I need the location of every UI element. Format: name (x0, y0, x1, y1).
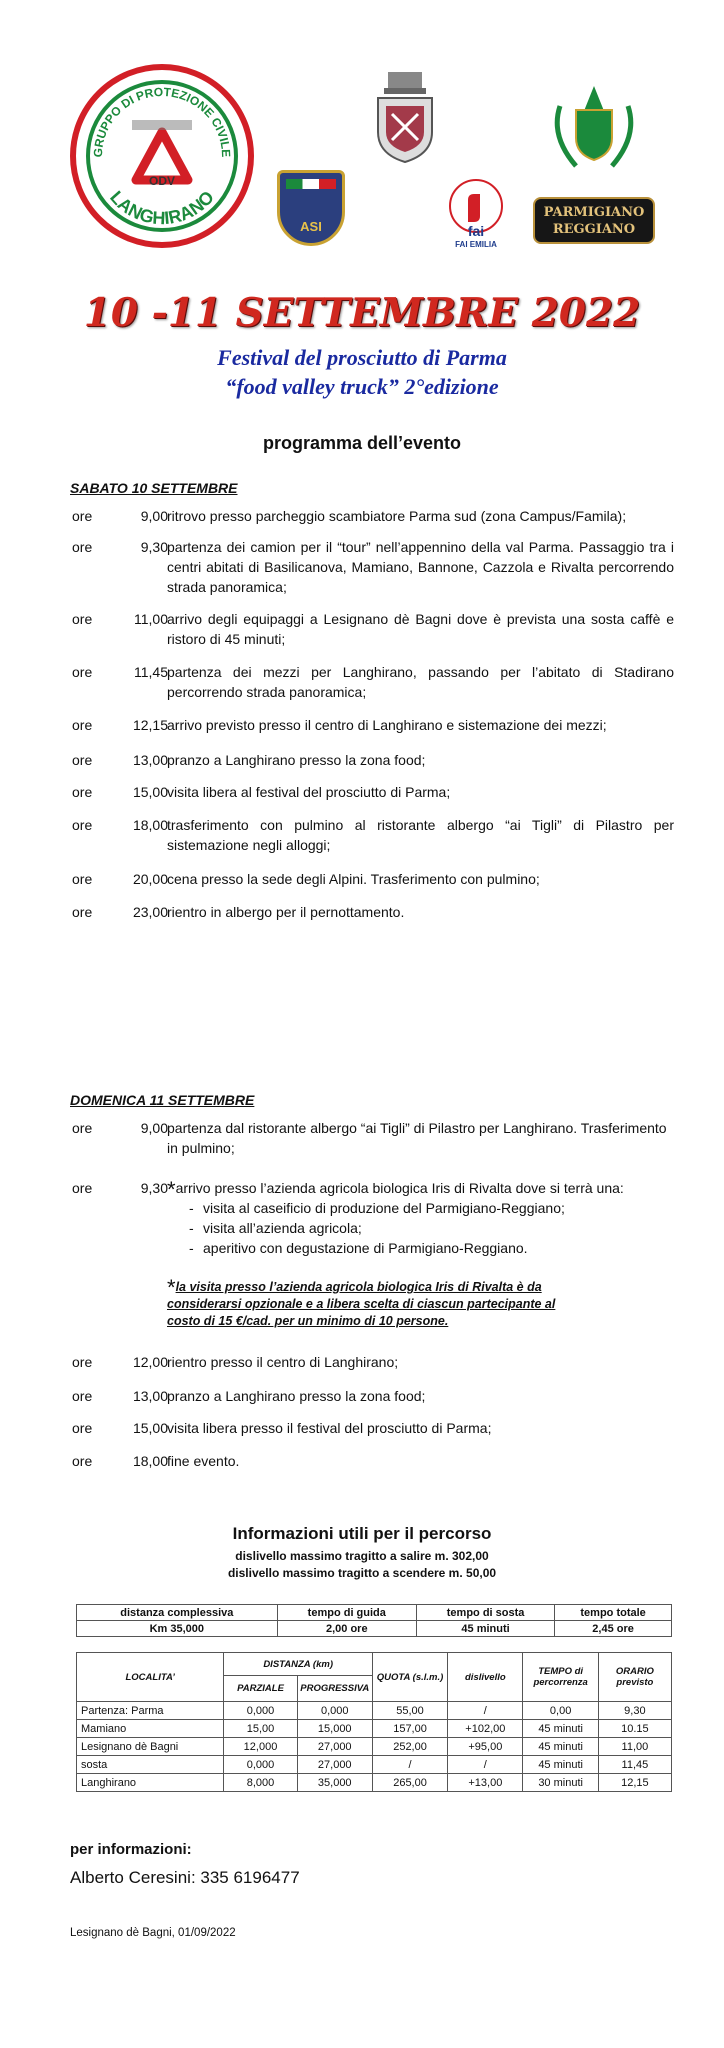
description-text: arrivo presso l’azienda agricola biologica Iris di Rivalta dove si terrà una: (175, 1180, 624, 1196)
cell-localita: Langhirano (77, 1774, 224, 1792)
ore-label: ore (72, 539, 93, 555)
time: 20,00 (132, 871, 168, 887)
time: 9,30 (140, 539, 168, 555)
description: partenza dal ristorante albergo “ai Tigli” di Pilastro per Langhirano. Trasferimento in pulmino; (167, 1120, 667, 1156)
description: rientro presso il centro di Langhirano; (167, 1354, 399, 1370)
time: 9,00 (140, 508, 168, 524)
description: partenza dei camion per il “tour” nell’appennino della val Parma. Passaggio tra i centri abitati di Basilicanova, Mamiano, Bannone, Cazzola e Rivalta percorrendo strada panoramica; (167, 539, 674, 595)
table-row (77, 1774, 672, 1792)
laurel-seal-icon (546, 66, 642, 178)
parmigiano-line2: REGGIANO (552, 222, 636, 237)
ore-label: ore (72, 752, 93, 768)
cell-dislivello: +13,00 (448, 1774, 523, 1792)
description: pranzo a Langhirano presso la zona food; (167, 752, 426, 768)
time: 11,00 (134, 611, 168, 627)
cell-tempo: 45 minuti (523, 1720, 598, 1738)
cell-orario: 9,30 (598, 1702, 671, 1720)
description: cena presso la sede degli Alpini. Trasferimento con pulmino; (167, 871, 540, 887)
sunday-title: DOMENICA 11 SETTEMBRE (70, 1092, 255, 1108)
ore-label: ore (72, 1453, 93, 1469)
ore-label: ore (72, 717, 93, 733)
header-progressiva: PROGRESSIVA (297, 1676, 372, 1702)
ore-label: ore (72, 1354, 93, 1370)
description: visita libera al festival del prosciutto di Parma; (167, 784, 451, 800)
time: 23,00 (132, 904, 168, 920)
ore-label: ore (72, 508, 93, 524)
subtitle-festival: Festival del prosciutto di Parma (217, 345, 507, 370)
table-row (77, 1738, 672, 1756)
ore-label: ore (72, 904, 93, 920)
contact-label: per informazioni: (70, 1841, 192, 1858)
table-header: tempo di guida (277, 1605, 416, 1621)
description: trasferimento con pulmino al ristorante albergo “ai Tigli” di Pilastro per sistemazione negli alloggi; (167, 817, 674, 853)
activity-list (167, 1198, 674, 1258)
description: partenza dei mezzi per Langhirano, passando per l’abitato di Stadirano percorrendo strada panoramica; (167, 664, 674, 700)
cell-dislivello: / (448, 1756, 523, 1774)
table-header: tempo totale (555, 1605, 672, 1621)
header-distanza: DISTANZA (km) (224, 1653, 372, 1676)
cell-dislivello: +102,00 (448, 1720, 523, 1738)
cell-localita: Mamiano (77, 1720, 224, 1738)
time: 18,00 (132, 1453, 168, 1469)
header-localita: LOCALITA’ (77, 1653, 224, 1702)
cell-quota: 157,00 (372, 1720, 447, 1738)
time: 11,45 (134, 664, 168, 680)
fai-label: FAI EMILIA (455, 240, 497, 249)
time: 18,00 (132, 817, 168, 833)
time: 9,30 (140, 1180, 168, 1196)
svg-text:fai: fai (467, 223, 485, 239)
date-title: 10 -11 SETTEMBRE 2022 (83, 290, 641, 336)
description: arrivo previsto presso il centro di Langhirano e sistemazione dei mezzi; (167, 717, 607, 733)
table-row (77, 1756, 672, 1774)
cell-orario: 12,15 (598, 1774, 671, 1792)
contact-value: Alberto Ceresini: 335 6196477 (70, 1868, 300, 1887)
table-cell: 2,45 ore (555, 1621, 672, 1637)
description: fine evento. (167, 1453, 240, 1469)
cell-orario: 10.15 (598, 1720, 671, 1738)
subtitle-edition: “food valley truck” 2°edizione (225, 374, 499, 399)
cell-tempo: 45 minuti (523, 1738, 598, 1756)
ore-label: ore (72, 1420, 93, 1436)
protezione-civile-logo (70, 64, 254, 248)
table-row (77, 1702, 672, 1720)
description: pranzo a Langhirano presso la zona food; (167, 1388, 426, 1404)
protezione-civile-emblem-icon (76, 70, 248, 242)
optional-visit-note (167, 1275, 587, 1330)
fai-hand-icon (444, 176, 508, 240)
parmigiano-reggiano-logo (533, 197, 655, 244)
cell-parziale: 12,000 (224, 1738, 297, 1756)
ore-label: ore (72, 1388, 93, 1404)
cell-quota: 265,00 (372, 1774, 447, 1792)
table-cell: Km 35,000 (77, 1621, 278, 1637)
cell-progressiva: 27,000 (297, 1756, 372, 1774)
info-title: Informazioni utili per il percorso (232, 1524, 492, 1543)
cell-orario: 11,00 (598, 1738, 671, 1756)
cell-quota: 252,00 (372, 1738, 447, 1756)
time: 13,00 (132, 752, 168, 768)
ore-label: ore (72, 871, 93, 887)
saturday-title: SABATO 10 SETTEMBRE (70, 480, 238, 496)
cell-orario: 11,45 (598, 1756, 671, 1774)
header-tempo: TEMPO di percorrenza (523, 1653, 598, 1702)
municipal-crest-icon (372, 70, 438, 166)
header-orario: ORARIO previsto (598, 1653, 671, 1702)
description (167, 1178, 674, 1258)
cell-dislivello: +95,00 (448, 1738, 523, 1756)
logo-odv: ODV (148, 174, 175, 188)
list-item: - aperitivo con degustazione di Parmigiano-Reggiano. (167, 1238, 674, 1258)
cell-quota: / (372, 1756, 447, 1774)
cell-dislivello: / (448, 1702, 523, 1720)
description: rientro in albergo per il pernottamento. (167, 904, 405, 920)
cell-parziale: 15,00 (224, 1720, 297, 1738)
logo-top-text: GRUPPO DI PROTEZIONE CIVILE (90, 84, 234, 158)
ore-label: ore (72, 1180, 93, 1196)
time: 15,00 (132, 784, 168, 800)
asterisk: * (167, 1275, 176, 1300)
time: 9,00 (140, 1120, 168, 1136)
time: 12,15 (132, 717, 168, 733)
info-line: dislivello massimo tragitto a scendere m. 50,00 (227, 1566, 497, 1580)
table-header: tempo di sosta (416, 1605, 554, 1621)
description: ritrovo presso parcheggio scambiatore Parma sud (zona Campus/Famila); (167, 508, 627, 524)
description: visita libera presso il festival del prosciutto di Parma; (167, 1420, 492, 1436)
cell-progressiva: 35,000 (297, 1774, 372, 1792)
table-cell: 2,00 ore (277, 1621, 416, 1637)
cell-parziale: 0,000 (224, 1756, 297, 1774)
logo-bottom-text: LANGHIRANO (106, 186, 218, 229)
cell-progressiva: 15,000 (297, 1720, 372, 1738)
asi-shield-logo (277, 170, 345, 246)
cell-quota: 55,00 (372, 1702, 447, 1720)
header-parziale: PARZIALE (224, 1676, 297, 1702)
ore-label: ore (72, 784, 93, 800)
description: arrivo degli equipaggi a Lesignano dè Bagni dove è prevista una sosta caffè e ristoro di 45 minuti; (167, 611, 674, 647)
cell-localita: sosta (77, 1756, 224, 1774)
time: 12,00 (132, 1354, 168, 1370)
ore-label: ore (72, 817, 93, 833)
cell-tempo: 0,00 (523, 1702, 598, 1720)
cell-progressiva: 27,000 (297, 1738, 372, 1756)
note-text: la visita presso l’azienda agricola biologica Iris di Rivalta è da considerarsi opzionale e a libera scelta di ciascun partecipante al costo di 15 €/cad. per un minimo di 10 persone. (167, 1280, 556, 1328)
ore-label: ore (72, 1120, 93, 1136)
cell-localita: Lesignano dè Bagni (77, 1738, 224, 1756)
cell-parziale: 0,000 (224, 1702, 297, 1720)
ore-label: ore (72, 611, 93, 627)
asterisk: * (167, 1177, 176, 1202)
list-item: - visita al caseificio di produzione del Parmigiano-Reggiano; (167, 1198, 674, 1218)
time: 15,00 (132, 1420, 168, 1436)
cell-parziale: 8,000 (224, 1774, 297, 1792)
parmigiano-line1: PARMIGIANO (543, 205, 645, 220)
fai-emilia-logo (444, 176, 508, 252)
ore-label: ore (72, 664, 93, 680)
cell-localita: Partenza: Parma (77, 1702, 224, 1720)
cell-tempo: 45 minuti (523, 1756, 598, 1774)
cell-tempo: 30 minuti (523, 1774, 598, 1792)
svg-text:LANGHIRANO (106, 187, 218, 228)
route-table (76, 1652, 672, 1792)
header-dislivello: dislivello (448, 1653, 523, 1702)
program-title: programma dell’evento (262, 433, 462, 453)
footer-date: Lesignano dè Bagni, 01/09/2022 (70, 1927, 236, 1939)
time: 13,00 (132, 1388, 168, 1404)
table-row (77, 1720, 672, 1738)
table-header: distanza complessiva (77, 1605, 278, 1621)
cell-progressiva: 0,000 (297, 1702, 372, 1720)
info-line: dislivello massimo tragitto a salire m. 302,00 (235, 1549, 489, 1563)
asi-shield-text: ASI (300, 219, 322, 234)
list-item: - visita all’azienda agricola; (167, 1218, 674, 1238)
table-cell: 45 minuti (416, 1621, 554, 1637)
header-quota: QUOTA (s.l.m.) (372, 1653, 447, 1702)
summary-table (76, 1604, 672, 1637)
